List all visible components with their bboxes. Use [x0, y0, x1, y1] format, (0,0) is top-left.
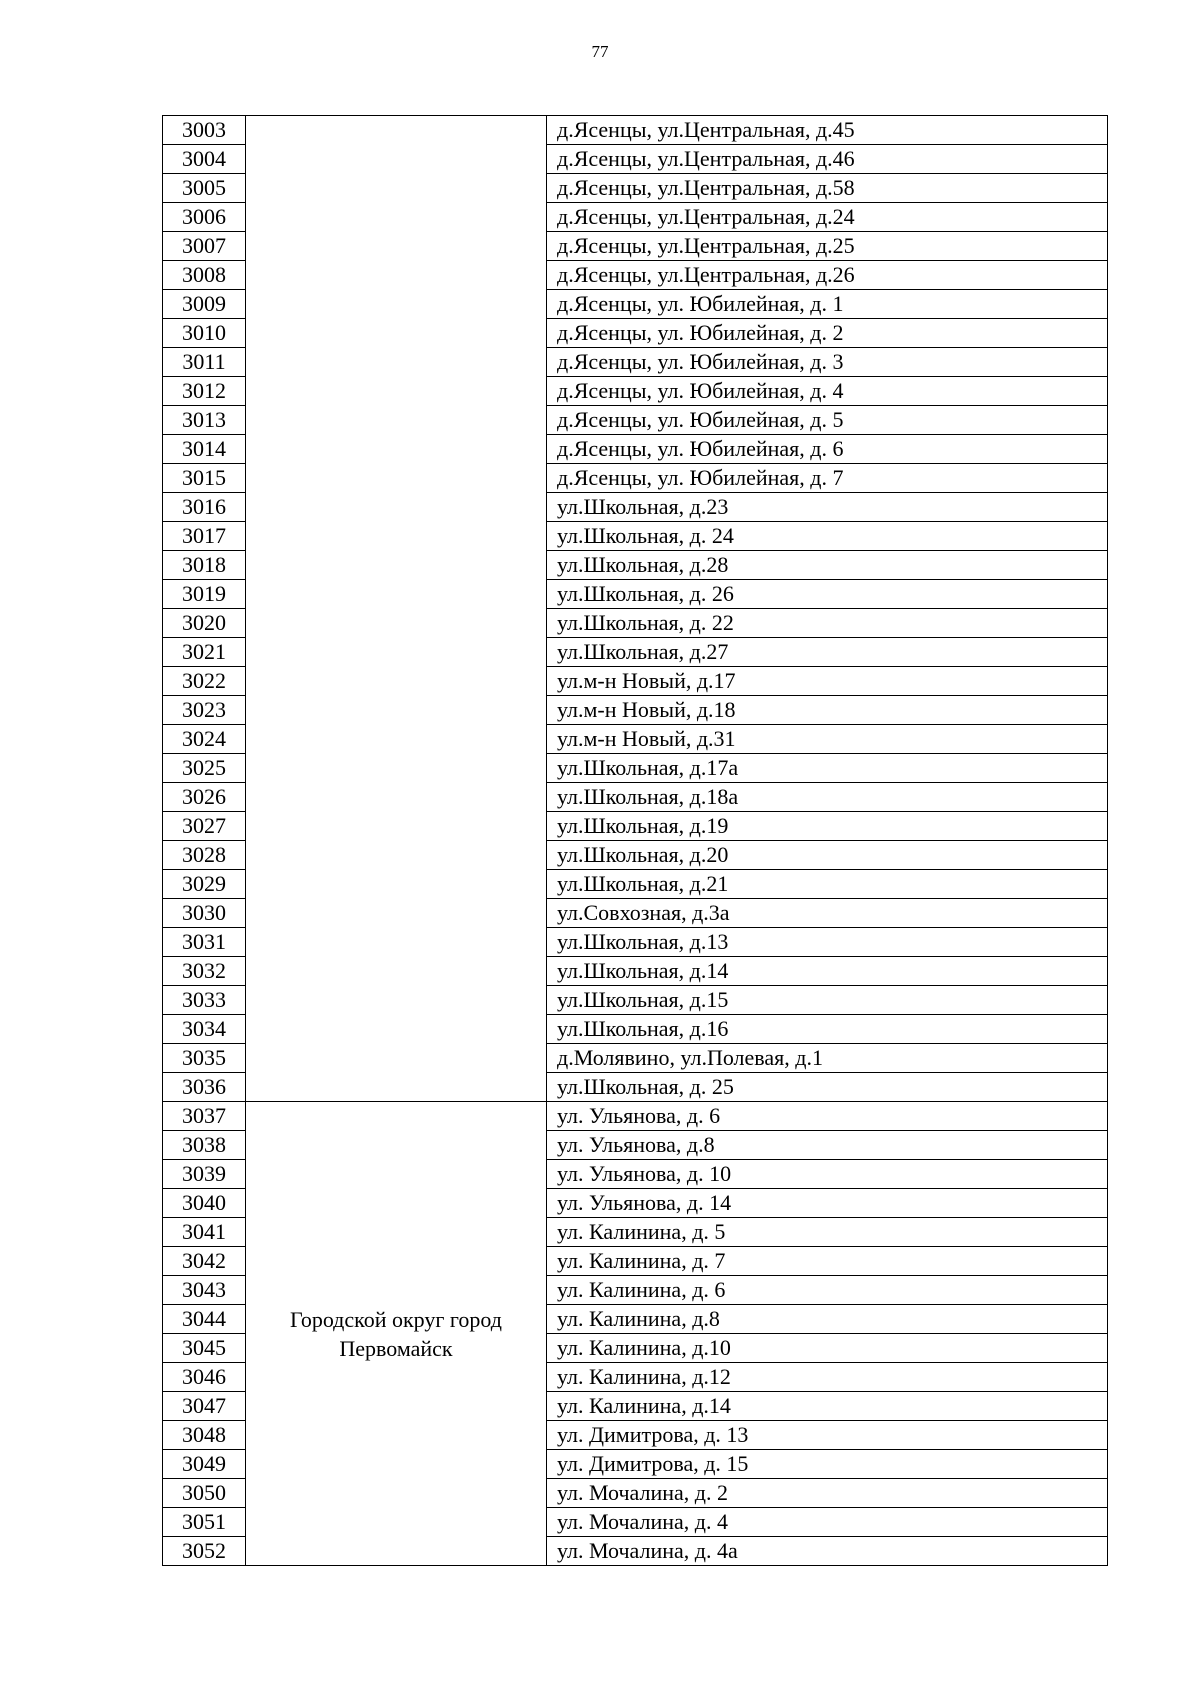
row-number-cell: 3040 — [163, 1189, 246, 1218]
row-number-cell: 3023 — [163, 696, 246, 725]
row-number-cell: 3025 — [163, 754, 246, 783]
row-number-cell: 3020 — [163, 609, 246, 638]
row-number-cell: 3009 — [163, 290, 246, 319]
row-number-cell: 3036 — [163, 1073, 246, 1102]
row-number-cell: 3029 — [163, 870, 246, 899]
address-cell: ул.м-н Новый, д.31 — [547, 725, 1108, 754]
address-cell: ул.Школьная, д. 26 — [547, 580, 1108, 609]
address-register-table — [162, 115, 1108, 1566]
row-number-cell: 3004 — [163, 145, 246, 174]
address-cell: ул.м-н Новый, д.17 — [547, 667, 1108, 696]
page-number: 77 — [591, 42, 609, 61]
address-cell: ул.Школьная, д.14 — [547, 957, 1108, 986]
row-number-cell: 3052 — [163, 1537, 246, 1566]
address-cell: д.Ясенцы, ул.Центральная, д.45 — [547, 116, 1108, 145]
address-cell: ул.м-н Новый, д.18 — [547, 696, 1108, 725]
address-cell: ул.Школьная, д.28 — [547, 551, 1108, 580]
address-cell: ул.Школьная, д.20 — [547, 841, 1108, 870]
row-number-cell: 3038 — [163, 1131, 246, 1160]
row-number-cell: 3018 — [163, 551, 246, 580]
row-number-cell: 3039 — [163, 1160, 246, 1189]
row-number-cell: 3033 — [163, 986, 246, 1015]
address-cell: ул. Ульянова, д.8 — [547, 1131, 1108, 1160]
address-cell: ул. Калинина, д.8 — [547, 1305, 1108, 1334]
row-number-cell: 3011 — [163, 348, 246, 377]
address-cell: ул. Димитрова, д. 15 — [547, 1450, 1108, 1479]
table-row — [163, 116, 1108, 145]
row-number-cell: 3034 — [163, 1015, 246, 1044]
row-number-cell: 3019 — [163, 580, 246, 609]
address-cell: д.Молявино, ул.Полевая, д.1 — [547, 1044, 1108, 1073]
row-number-cell: 3003 — [163, 116, 246, 145]
address-cell: д.Ясенцы, ул.Центральная, д.24 — [547, 203, 1108, 232]
table-body — [163, 116, 1108, 1566]
address-cell: ул. Димитрова, д. 13 — [547, 1421, 1108, 1450]
row-number-cell: 3049 — [163, 1450, 246, 1479]
address-cell: ул.Школьная, д.21 — [547, 870, 1108, 899]
address-cell: ул. Калинина, д.12 — [547, 1363, 1108, 1392]
address-cell: ул.Школьная, д. 22 — [547, 609, 1108, 638]
row-number-cell: 3037 — [163, 1102, 246, 1131]
address-cell: ул.Совхозная, д.3а — [547, 899, 1108, 928]
row-number-cell: 3035 — [163, 1044, 246, 1073]
address-cell: ул. Ульянова, д. 6 — [547, 1102, 1108, 1131]
address-cell: ул.Школьная, д.15 — [547, 986, 1108, 1015]
address-cell: д.Ясенцы, ул. Юбилейная, д. 2 — [547, 319, 1108, 348]
address-cell: д.Ясенцы, ул.Центральная, д.25 — [547, 232, 1108, 261]
row-number-cell: 3045 — [163, 1334, 246, 1363]
row-number-cell: 3026 — [163, 783, 246, 812]
address-cell: ул.Школьная, д.17а — [547, 754, 1108, 783]
address-cell: ул. Мочалина, д. 4 — [547, 1508, 1108, 1537]
row-number-cell: 3043 — [163, 1276, 246, 1305]
row-number-cell: 3017 — [163, 522, 246, 551]
row-number-cell: 3032 — [163, 957, 246, 986]
address-cell: ул.Школьная, д.27 — [547, 638, 1108, 667]
address-cell: ул.Школьная, д. 25 — [547, 1073, 1108, 1102]
address-cell: д.Ясенцы, ул. Юбилейная, д. 1 — [547, 290, 1108, 319]
row-number-cell: 3007 — [163, 232, 246, 261]
row-number-cell: 3027 — [163, 812, 246, 841]
address-cell: ул. Мочалина, д. 2 — [547, 1479, 1108, 1508]
row-number-cell: 3012 — [163, 377, 246, 406]
row-number-cell: 3044 — [163, 1305, 246, 1334]
address-cell: ул.Школьная, д.19 — [547, 812, 1108, 841]
address-cell: д.Ясенцы, ул. Юбилейная, д. 4 — [547, 377, 1108, 406]
row-number-cell: 3047 — [163, 1392, 246, 1421]
district-cell: Городской округ город Первомайск — [246, 1102, 547, 1566]
row-number-cell: 3048 — [163, 1421, 246, 1450]
address-cell: ул. Калинина, д. 5 — [547, 1218, 1108, 1247]
address-cell: ул.Школьная, д.16 — [547, 1015, 1108, 1044]
address-cell: ул.Школьная, д. 24 — [547, 522, 1108, 551]
row-number-cell: 3030 — [163, 899, 246, 928]
address-cell: д.Ясенцы, ул. Юбилейная, д. 6 — [547, 435, 1108, 464]
address-cell: ул.Школьная, д.13 — [547, 928, 1108, 957]
row-number-cell: 3021 — [163, 638, 246, 667]
row-number-cell: 3046 — [163, 1363, 246, 1392]
address-cell: ул.Школьная, д.18а — [547, 783, 1108, 812]
table-row — [163, 1102, 1108, 1131]
address-cell: ул.Школьная, д.23 — [547, 493, 1108, 522]
address-cell: д.Ясенцы, ул.Центральная, д.26 — [547, 261, 1108, 290]
row-number-cell: 3022 — [163, 667, 246, 696]
address-cell: ул. Мочалина, д. 4а — [547, 1537, 1108, 1566]
row-number-cell: 3031 — [163, 928, 246, 957]
address-cell: д.Ясенцы, ул. Юбилейная, д. 7 — [547, 464, 1108, 493]
address-cell: ул. Калинина, д. 7 — [547, 1247, 1108, 1276]
row-number-cell: 3028 — [163, 841, 246, 870]
address-cell: ул. Ульянова, д. 10 — [547, 1160, 1108, 1189]
district-cell — [246, 116, 547, 1102]
address-cell: д.Ясенцы, ул.Центральная, д.58 — [547, 174, 1108, 203]
row-number-cell: 3050 — [163, 1479, 246, 1508]
row-number-cell: 3006 — [163, 203, 246, 232]
row-number-cell: 3015 — [163, 464, 246, 493]
row-number-cell: 3013 — [163, 406, 246, 435]
row-number-cell: 3014 — [163, 435, 246, 464]
address-cell: д.Ясенцы, ул.Центральная, д.46 — [547, 145, 1108, 174]
address-cell: ул. Ульянова, д. 14 — [547, 1189, 1108, 1218]
row-number-cell: 3042 — [163, 1247, 246, 1276]
row-number-cell: 3024 — [163, 725, 246, 754]
address-cell: ул. Калинина, д.14 — [547, 1392, 1108, 1421]
row-number-cell: 3010 — [163, 319, 246, 348]
row-number-cell: 3016 — [163, 493, 246, 522]
row-number-cell: 3041 — [163, 1218, 246, 1247]
address-cell: ул. Калинина, д. 6 — [547, 1276, 1108, 1305]
row-number-cell: 3005 — [163, 174, 246, 203]
address-cell: д.Ясенцы, ул. Юбилейная, д. 5 — [547, 406, 1108, 435]
row-number-cell: 3008 — [163, 261, 246, 290]
address-cell: ул. Калинина, д.10 — [547, 1334, 1108, 1363]
address-cell: д.Ясенцы, ул. Юбилейная, д. 3 — [547, 348, 1108, 377]
row-number-cell: 3051 — [163, 1508, 246, 1537]
